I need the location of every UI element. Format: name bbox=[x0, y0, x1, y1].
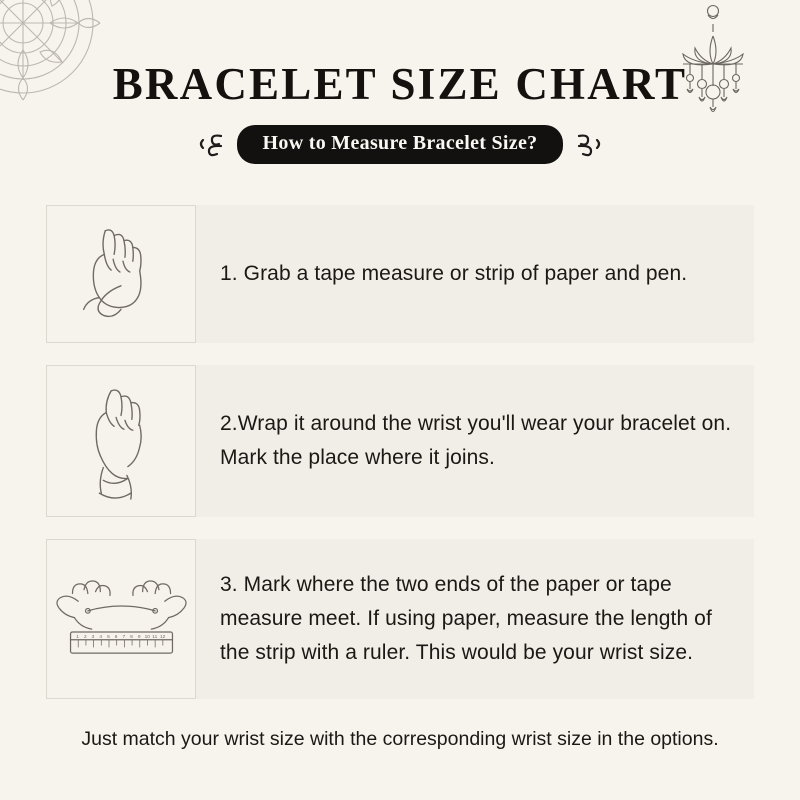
list-item bbox=[46, 539, 754, 699]
footer-note: Just match your wrist size with the corresponding wrist size in the options. bbox=[81, 728, 719, 750]
step-text-2: 2.Wrap it around the wrist you'll wear your bracelet on. Mark the place where it joins. bbox=[220, 411, 732, 469]
svg-text:9: 9 bbox=[137, 634, 141, 640]
svg-text:3: 3 bbox=[91, 634, 94, 640]
svg-text:8: 8 bbox=[129, 634, 133, 640]
step-image-2 bbox=[46, 365, 196, 517]
step-text-1: 1. Grab a tape measure or strip of paper and pen. bbox=[220, 261, 688, 285]
svg-text:12: 12 bbox=[159, 634, 165, 640]
subtitle-row bbox=[0, 125, 800, 164]
hands-measuring-with-ruler-icon bbox=[49, 557, 194, 682]
subtitle-pill: How to Measure Bracelet Size? bbox=[237, 125, 564, 164]
svg-text:7: 7 bbox=[121, 634, 125, 640]
swirl-flourish-icon bbox=[575, 132, 603, 158]
steps-list bbox=[46, 205, 754, 721]
step-text-3: 3. Mark where the two ends of the paper or tape measure meet. If using paper, measure the length of the strip with a ruler. This would be your wrist size. bbox=[220, 572, 712, 664]
svg-text:10: 10 bbox=[144, 634, 150, 640]
svg-text:2: 2 bbox=[83, 634, 87, 640]
hand-wrapping-wrist-icon bbox=[62, 377, 180, 505]
step-image-3 bbox=[46, 539, 196, 699]
list-item bbox=[46, 205, 754, 343]
svg-text:6: 6 bbox=[114, 634, 117, 640]
hand-with-tape-measure-icon bbox=[62, 215, 180, 333]
page-title: BRACELET SIZE CHART bbox=[112, 59, 688, 109]
list-item bbox=[46, 365, 754, 517]
svg-text:1: 1 bbox=[75, 634, 79, 640]
svg-text:5: 5 bbox=[106, 634, 110, 640]
swirl-flourish-icon bbox=[197, 132, 225, 158]
svg-text:11: 11 bbox=[151, 634, 157, 640]
svg-text:4: 4 bbox=[98, 634, 102, 640]
step-image-1 bbox=[46, 205, 196, 343]
